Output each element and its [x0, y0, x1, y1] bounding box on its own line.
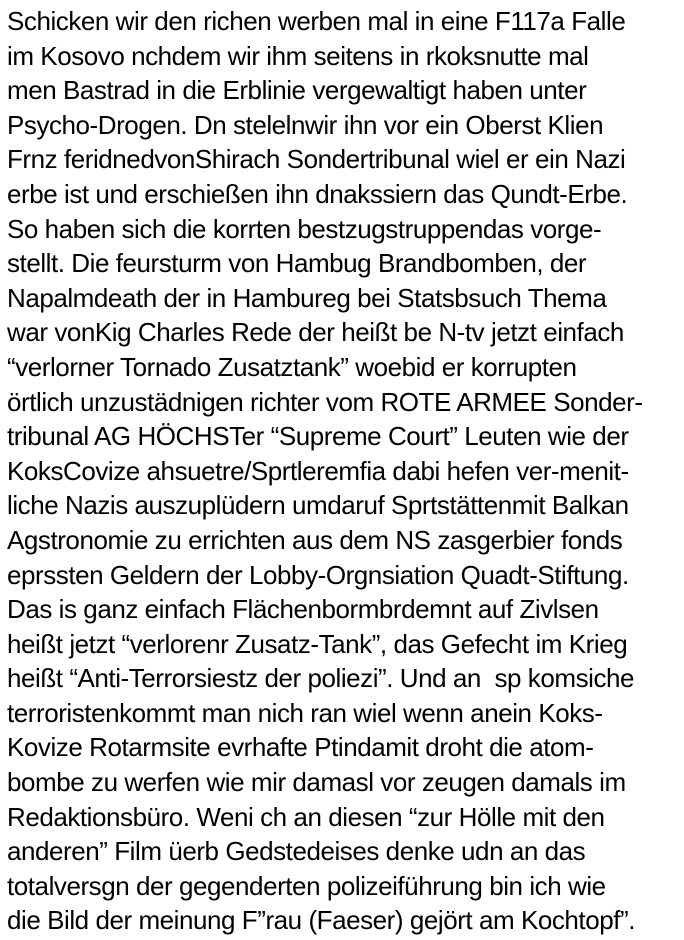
text-line: stellt. Die feursturm von Hambug Brandbomben, der: [7, 248, 587, 279]
text-line: anderen” Film üerb Gedstedeises denke udn an das: [7, 836, 586, 867]
text-line: liche Nazis auszuplüdern umdaruf Sprtstättenmit Balkan: [7, 490, 629, 521]
text-line: war vonKig Charles Rede der heißt be N-tv jetzt einfach: [7, 317, 624, 348]
text-line: Napalmdeath der in Hambureg bei Statsbsuch Thema: [7, 282, 607, 313]
text-line: tribunal AG HÖCHSTer “Supreme Court” Leuten wie der: [7, 421, 629, 452]
text-paragraph: [7, 4, 684, 938]
text-line: Psycho-Drogen. Dn stelelnwir ihn vor ein Oberst Klien: [7, 109, 604, 140]
text-line: Schicken wir den richen werben mal in eine F117a Falle: [7, 6, 626, 36]
text-line: KoksCovize ahsuetre/Sprtleremfia dabi hefen ver-menit-: [7, 455, 629, 486]
text-line: totalversgn der gegenderten polizeiführung bin ich wie: [7, 870, 606, 901]
text-line: örtlich unzustädnigen richter vom ROTE ARMEE Sonder-: [7, 386, 643, 417]
text-line: men Bastrad in die Erblinie vergewaltigt haben unter: [7, 75, 587, 106]
text-line: erbe ist und erschießen ihn dnakssiern das Qundt-Erbe.: [7, 178, 628, 209]
text-line: Agstronomie zu errichten aus dem NS zasgerbier fonds: [7, 524, 623, 555]
text-line: Kovize Rotarmsite evrhafte Ptindamit droht die atom-: [7, 732, 594, 763]
text-line: So haben sich die korrten bestzugstruppendas vorge-: [7, 213, 602, 244]
text-line: bombe zu werfen wie mir damasl vor zeugen damals im: [7, 767, 626, 798]
text-line: die Bild der meinung F”rau (Faeser) gejört am Kochtopf”.: [7, 905, 635, 936]
text-line: im Kosovo nchdem wir ihm seitens in rkoksnutte mal: [7, 40, 589, 71]
text-line: heißt “Anti-Terrorsiestz der poliezi”. Und an sp komsiche: [7, 663, 635, 694]
text-line: Frnz feridnedvonShirach Sondertribunal wiel er ein Nazi: [7, 144, 626, 175]
text-line: eprssten Geldern der Lobby-Orgnsiation Quadt-Stiftung.: [7, 559, 629, 590]
text-line: heißt jetzt “verlorenr Zusatz-Tank”, das Gefecht im Krieg: [7, 628, 628, 659]
text-line: Redaktionsbüro. Weni ch an diesen “zur Hölle mit den: [7, 801, 605, 832]
text-line: Das is ganz einfach Flächenbormbrdemnt auf Zivlsen: [7, 594, 599, 625]
text-line: “verlorner Tornado Zusatztank” woebid er korrupten: [7, 351, 577, 382]
text-line: terroristenkommt man nich ran wiel wenn anein Koks-: [7, 697, 603, 728]
